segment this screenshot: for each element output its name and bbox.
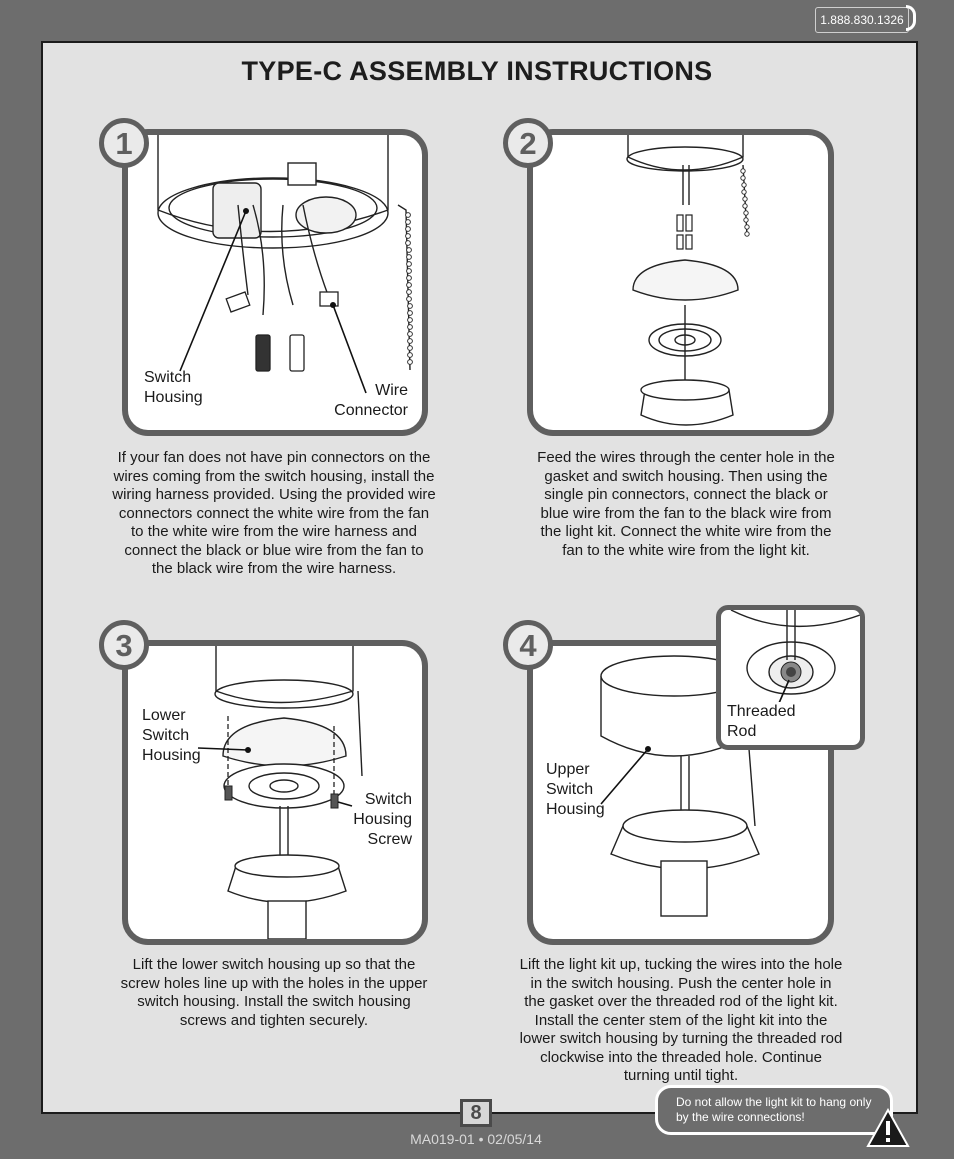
page-number: 8 xyxy=(460,1099,492,1127)
step-3-instructions: Lift the lower switch housing up so that the screw holes line up with the holes in the upper switch housing. Install the switch housing screws and tighten securely. xyxy=(120,956,428,1029)
step-2-illustration xyxy=(527,129,834,436)
switch-housing-label: Switch Housing xyxy=(144,369,203,406)
upper-switch-housing-label: Upper Switch Housing xyxy=(546,761,605,818)
threaded-rod-label: Threaded Rod xyxy=(727,703,796,740)
step-3-number-badge: 3 xyxy=(99,620,149,670)
phone-icon xyxy=(906,5,916,31)
lower-switch-housing-label: Lower Switch Housing xyxy=(142,707,201,764)
document-code: MA019-01 • 02/05/14 xyxy=(410,1131,542,1147)
wire-connector-label: Wire Connector xyxy=(334,382,408,419)
warning-callout: Do not allow the light kit to hang only by the wire connections! xyxy=(655,1085,893,1135)
switch-housing-screw-label: Switch Housing Screw xyxy=(353,791,412,848)
warning-icon xyxy=(866,1108,910,1148)
page-title: TYPE-C ASSEMBLY INSTRUCTIONS xyxy=(241,56,713,86)
step-4-number-badge: 4 xyxy=(503,620,553,670)
step-1-number-badge: 1 xyxy=(99,118,149,168)
threaded-rod-detail-inset xyxy=(716,605,865,750)
step-2-instructions: Feed the wires through the center hole in the gasket and switch housing. Then using the single pin connectors, connect the black or blue wire from the fan to the black wire from the light kit. Connect the white wire from the fan to the white wire from the light kit. xyxy=(537,449,835,559)
light-kit-assembly-diagram xyxy=(533,135,834,436)
step-4-instructions: Lift the light kit up, tucking the wires into the hole in the switch housing. Push the center hole in the gasket over the threaded rod of the light kit. Install the center stem of the light kit into the lower switch housing by turning the threaded rod clockwise into the threaded hole. Continue turning until tight. xyxy=(519,956,843,1084)
step-1-instructions: If your fan does not have pin connectors on the wires coming from the switch housing, install the wiring harness provided. Using the provided wire connectors connect the white wire from the fan to the white wire from the wire harness and connect the black or blue wire from the fan to the black wire from the wire harness. xyxy=(112,449,436,577)
phone-number: 1.888.830.1326 xyxy=(815,7,909,33)
step-2-number-badge: 2 xyxy=(503,118,553,168)
